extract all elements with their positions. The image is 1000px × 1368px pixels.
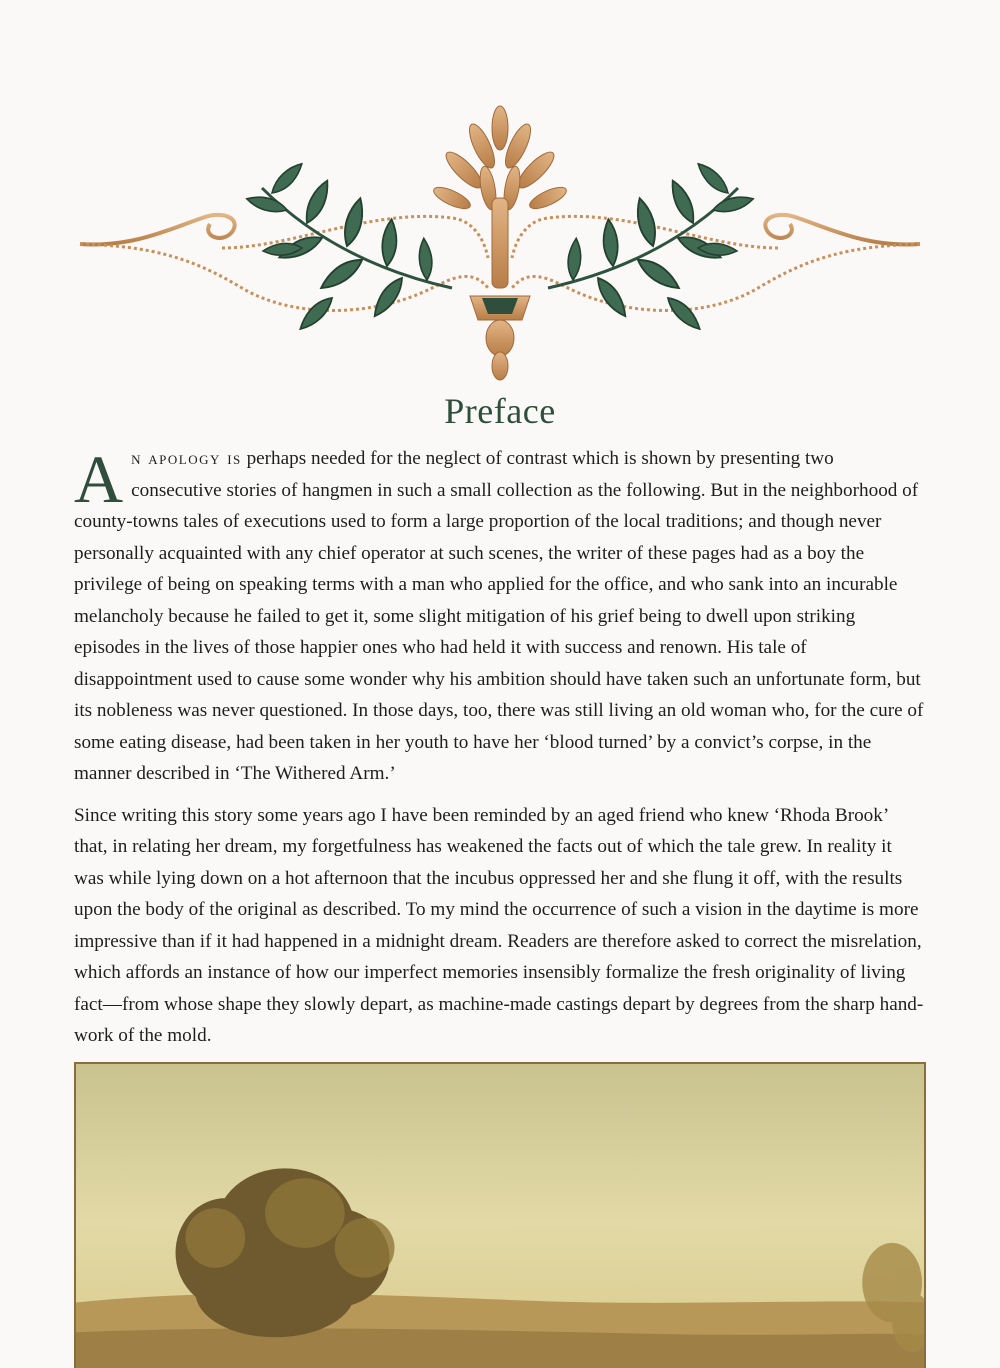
page-title: Preface <box>444 391 556 431</box>
paragraph-first <box>74 443 926 790</box>
floral-ornament <box>72 98 928 388</box>
paragraph-first-text: perhaps needed for the neglect of contrast which is shown by presenting two consecutive stories of hangmen in such a small collection as the following. But in the neighborhood of county-towns tales of executions used to form a large proportion of the local traditions; and though never personally acquainted with any chief operator at such scenes, the writer of these pages had as a boy the privilege of being on speaking terms with a man who applied for the office, and who sank into an incurable melancholy because he failed to get it, some slight mitigation of his grief being to dwell upon striking episodes in the lives of those happier ones who had held it with success and renown. His tale of disappointment used to cause some wonder why his ambition should have taken such an unfortunate form, but its nobleness was never questioned. In those days, too, there was still living an old woman who, for the cure of some eating disease, had been taken in her youth to have her ‘blood turned’ by a convict’s corpse, in the manner described in ‘The Withered Arm.’ <box>74 448 924 784</box>
preface-body <box>74 443 926 1062</box>
small-caps-lead: n apology is <box>131 448 242 469</box>
landscape-painting <box>74 1062 926 1368</box>
drop-cap: A <box>74 441 124 517</box>
paragraph-second: Since writing this story some years ago I have been reminded by an aged friend who knew ‘Rhoda Brook’ that, in relating her dream, my forgetfulness has weakened the facts out of which the tale grew. In reality it was while lying down on a hot afternoon that the incubus oppressed her and she flung it off, with the results upon the body of the original as described. To my mind the occurrence of such a vision in the daytime is more impressive than if it had happened in a midnight dream. Readers are therefore asked to correct the misrelation, which affords an instance of how our imperfect memories insensibly formalize the fresh originality of living fact—from whose shape they slowly depart, as machine-made castings depart by degrees from the sharp hand-work of the mold. <box>74 804 924 1046</box>
